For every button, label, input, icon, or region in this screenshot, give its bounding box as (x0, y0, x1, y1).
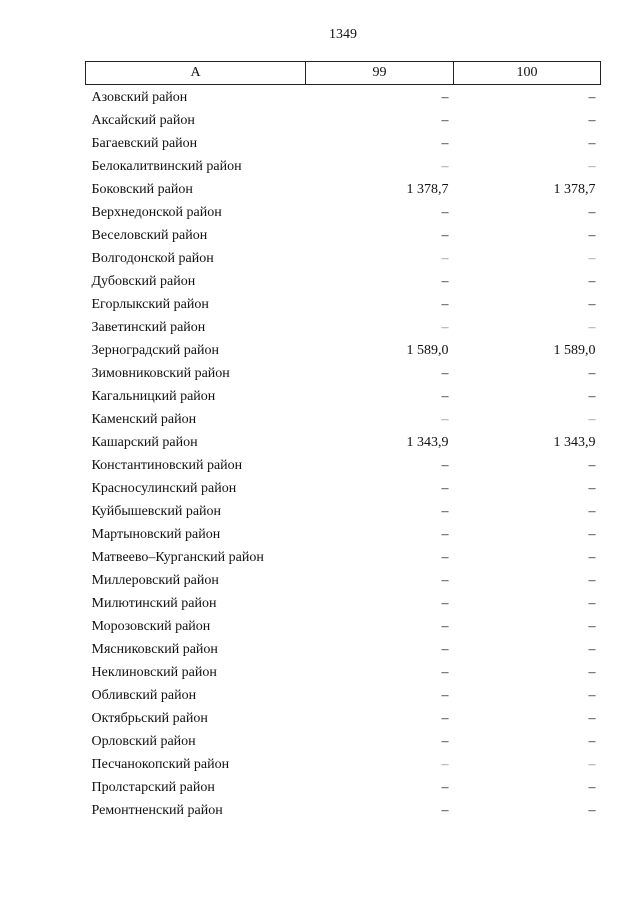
value-100: – (588, 411, 596, 427)
table-row (86, 592, 601, 615)
value-100: – (588, 595, 596, 611)
value-99: – (441, 549, 449, 565)
table-row (86, 109, 601, 132)
value-100: 1 378,7 (553, 181, 596, 197)
value-99: 1 378,7 (406, 181, 449, 197)
value-100: – (588, 90, 596, 105)
table-row (86, 132, 601, 155)
value-99: – (441, 135, 449, 151)
value-99: – (441, 779, 449, 795)
table-row (86, 684, 601, 707)
value-99: – (441, 457, 449, 473)
value-99: – (441, 296, 449, 312)
table-row (86, 178, 601, 201)
value-99: – (441, 388, 449, 404)
district-name: Зимовниковский район (91, 365, 230, 381)
value-100: – (588, 296, 596, 312)
value-100: – (588, 710, 596, 726)
value-99: – (441, 365, 449, 381)
district-name: Красносулинский район (91, 480, 237, 496)
value-100: 1 589,0 (553, 342, 596, 358)
value-99: – (441, 112, 449, 128)
district-name: Обливский район (91, 687, 197, 703)
value-99: – (441, 503, 449, 519)
value-99: – (441, 572, 449, 588)
value-100: – (588, 388, 596, 404)
district-name: Кагальницкий район (91, 388, 216, 404)
table-row (86, 477, 601, 500)
table-row (86, 293, 601, 316)
value-99: – (441, 526, 449, 542)
district-name: Константиновский район (91, 457, 243, 473)
value-100: – (588, 549, 596, 565)
table-row (86, 546, 601, 569)
table-header-row (86, 62, 601, 85)
value-99: – (441, 756, 449, 772)
district-name: Мясниковский район (91, 641, 218, 657)
table-row (86, 615, 601, 638)
district-name: Зерноградский район (91, 342, 219, 358)
value-99: – (441, 204, 449, 220)
table-row (86, 730, 601, 753)
district-name: Пролстарский район (91, 779, 215, 795)
value-100: – (588, 135, 596, 151)
table-row (86, 638, 601, 661)
value-100: – (588, 756, 596, 772)
district-name: Милютинский район (91, 595, 217, 611)
district-name: Азовский район (91, 90, 188, 105)
table-row (86, 799, 601, 822)
value-99: – (441, 733, 449, 749)
district-name: Неклиновский район (91, 664, 217, 680)
value-100: – (588, 641, 596, 657)
table-row (86, 247, 601, 270)
district-name: Волгодонской район (91, 250, 214, 266)
value-100: – (588, 319, 596, 335)
table-row (86, 201, 601, 224)
district-name: Орловский район (91, 733, 196, 749)
table-body (86, 85, 601, 823)
district-name: Боковский район (91, 181, 193, 197)
table-row (86, 569, 601, 592)
value-99: – (441, 641, 449, 657)
district-name: Куйбышевский район (91, 503, 222, 519)
value-100: – (588, 227, 596, 243)
value-100: – (588, 526, 596, 542)
table-row (86, 339, 601, 362)
value-99: – (441, 411, 449, 427)
district-name: Мартыновский район (91, 526, 221, 542)
value-100: – (588, 733, 596, 749)
value-99: – (441, 687, 449, 703)
value-100: – (588, 480, 596, 496)
value-100: – (588, 664, 596, 680)
district-name: Белокалитвинский район (91, 158, 242, 174)
table-row (86, 661, 601, 684)
table-row (86, 155, 601, 178)
district-name: Багаевский район (91, 135, 198, 151)
value-99: – (441, 319, 449, 335)
column-header-100: 100 (454, 62, 601, 85)
page-number: 1349 (329, 27, 357, 42)
district-name: Матвеево–Курганский район (91, 549, 264, 565)
district-name: Каменский район (91, 411, 197, 427)
table-row (86, 431, 601, 454)
value-100: – (588, 779, 596, 795)
value-99: – (441, 480, 449, 496)
table-row (86, 523, 601, 546)
table-row (86, 385, 601, 408)
table-row (86, 408, 601, 431)
district-name: Кашарский район (91, 434, 198, 450)
value-100: – (588, 250, 596, 266)
value-100: – (588, 687, 596, 703)
data-table (85, 61, 601, 822)
value-99: – (441, 664, 449, 680)
district-name: Веселовский район (91, 227, 208, 243)
table-row (86, 753, 601, 776)
district-name: Заветинский район (91, 319, 206, 335)
value-100: – (588, 802, 596, 818)
value-100: – (588, 204, 596, 220)
value-100: – (588, 503, 596, 519)
table-row (86, 85, 601, 110)
table-row (86, 454, 601, 477)
district-name: Морозовский район (91, 618, 211, 634)
value-99: 1 589,0 (406, 342, 449, 358)
value-99: – (441, 710, 449, 726)
district-name: Октябрьский район (91, 710, 208, 726)
value-99: – (441, 618, 449, 634)
table-row (86, 270, 601, 293)
district-name: Егорлыкский район (91, 296, 209, 312)
value-100: – (588, 572, 596, 588)
table-row (86, 316, 601, 339)
value-99: – (441, 273, 449, 289)
value-99: – (441, 250, 449, 266)
value-99: – (441, 802, 449, 818)
value-99: – (441, 158, 449, 174)
district-name: Ремонтненский район (91, 802, 223, 818)
district-name: Дубовский район (91, 273, 196, 289)
column-header-a: А (86, 62, 306, 85)
value-100: – (588, 273, 596, 289)
value-100: – (588, 112, 596, 128)
table-row (86, 362, 601, 385)
value-99: 1 343,9 (406, 434, 449, 450)
value-99: – (441, 595, 449, 611)
table-row (86, 707, 601, 730)
value-99: – (441, 90, 449, 105)
column-header-99: 99 (306, 62, 454, 85)
table-row (86, 500, 601, 523)
district-name: Верхнедонской район (91, 204, 222, 220)
value-99: – (441, 227, 449, 243)
value-100: – (588, 618, 596, 634)
value-100: – (588, 158, 596, 174)
value-100: – (588, 457, 596, 473)
value-100: – (588, 365, 596, 381)
value-100: 1 343,9 (553, 434, 596, 450)
table-row (86, 224, 601, 247)
district-name: Песчанокопский район (91, 756, 230, 772)
table-row (86, 776, 601, 799)
district-name: Миллеровский район (91, 572, 219, 588)
district-name: Аксайский район (91, 112, 195, 128)
